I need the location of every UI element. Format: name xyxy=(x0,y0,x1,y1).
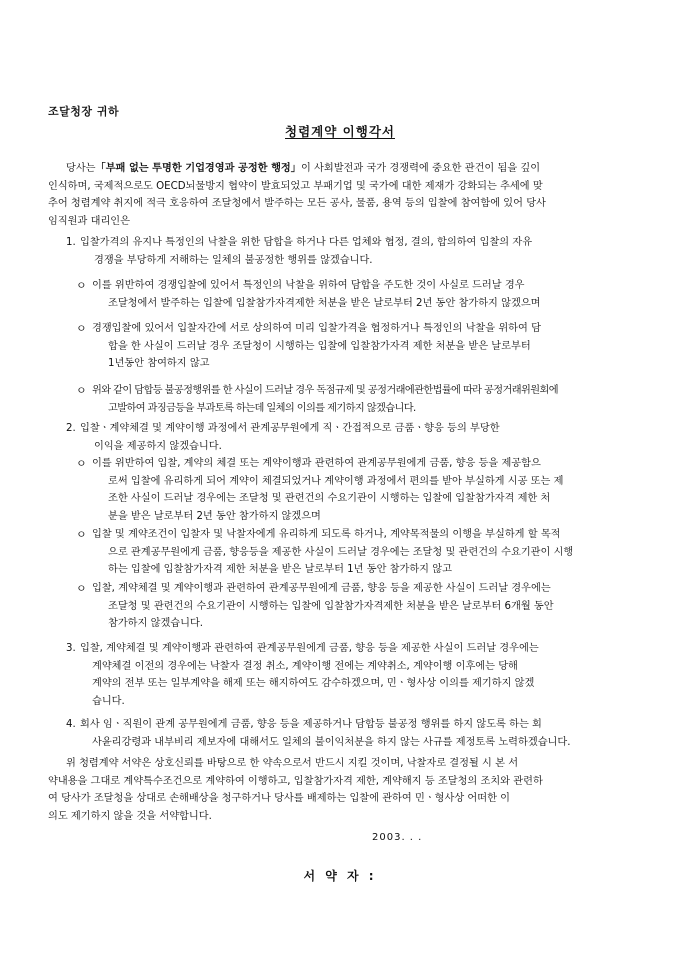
sub-line: 조달청 및 관련건의 수요기관이 시행하는 입찰에 입찰참가자격제한 처분을 받은 날로부터 6개월 동안 xyxy=(108,600,554,612)
intro-line: 인식하며, 국제적으로도 OECD뇌물방지 협약이 발효되었고 부패기업 및 국가에 대한 제재가 강화되는 추세에 맞 xyxy=(48,180,543,192)
item-number: 4. xyxy=(66,719,76,730)
sub-line: 입찰 및 계약조건이 입찰자 및 낙찰자에게 유리하게 되도록 하거나, 계약목적물의 이행을 부실하게 할 목적 xyxy=(92,529,561,540)
bullet-icon: ㅇ xyxy=(76,457,87,470)
item-1-text xyxy=(80,234,656,269)
closing-line: 위 청렴계약 서약은 상호신뢰를 바탕으로 한 약속으로서 반드시 지킬 것이며, 낙찰자로 결정될 시 본 서 xyxy=(66,758,519,769)
signature-label: 서 약 자 : xyxy=(303,869,377,883)
item-2-sub-1 xyxy=(92,455,652,525)
sub-line: 이를 위반하여 경쟁입찰에 있어서 특정인의 낙찰을 위하여 담합을 주도한 것이 사실로 드러날 경우 xyxy=(92,280,525,291)
bullet-icon: ㅇ xyxy=(76,582,87,595)
intro-paragraph xyxy=(48,160,638,230)
sub-line: 합을 한 사실이 드러날 경우 조달청이 시행하는 입찰에 입찰참가자격 제한 처분을 받은 날로부터 xyxy=(108,340,531,352)
closing-paragraph xyxy=(48,755,638,825)
item-1-sub-1 xyxy=(92,277,652,312)
date-line: 2003. . . xyxy=(372,832,423,843)
intro-line: 당사는「부패 없는 투명한 기업경영과 공정한 행정」이 사회발전과 국가 경쟁력에 중요한 관건이 됨을 깊이 xyxy=(66,163,541,174)
closing-line: 여 당사가 조달청을 상대로 손해배상을 청구하거나 당사를 배제하는 입찰에 관하여 민ㆍ형사상 어떠한 이 xyxy=(48,793,511,804)
sub-line: 이를 위반하여 입찰, 계약의 체결 또는 계약이행과 관련하여 관계공무원에게 금품, 향응 등을 제공함으 xyxy=(92,458,541,469)
sub-line: 고발하여 과징금등을 부과토록 하는데 일체의 이의를 제기하지 않겠습니다. xyxy=(108,402,416,414)
item-line: 습니다. xyxy=(92,695,125,707)
sub-line: 참가하지 않겠습니다. xyxy=(108,618,204,629)
intro-line: 추어 청렴계약 취지에 적극 호응하여 조달청에서 발주하는 모든 공사, 물품, 용역 등의 입찰에 참여함에 있어 당사 xyxy=(48,198,546,209)
item-2-text xyxy=(80,420,656,455)
closing-line: 의도 제기하지 않을 것을 서약합니다. xyxy=(48,810,212,822)
item-1-sub-2 xyxy=(92,320,652,373)
sub-line: 조한 사실이 드러날 경우에는 조달청 및 관련건의 수요기관이 시행하는 입찰에 입찰참가자격 제한 처 xyxy=(108,493,551,504)
sub-line: 1년동안 참여하지 않고 xyxy=(108,358,210,369)
sub-line: 하는 입찰에 입찰참가자격 제한 처분을 받은 날로부터 1년 동안 참가하지 않고 xyxy=(108,564,452,575)
item-3-text xyxy=(80,640,656,710)
item-number: 1. xyxy=(66,237,76,248)
item-2-sub-2 xyxy=(92,526,652,579)
item-line: 계약의 전부 또는 일부계약을 해제 또는 해지하여도 감수하겠으며, 민ㆍ형사상 이의를 제기하지 않겠 xyxy=(92,678,535,689)
sub-line: 입찰, 계약체결 및 계약이행과 관련하여 관계공무원에게 금품, 향응 등을 제공한 사실이 드러날 경우에는 xyxy=(92,583,551,594)
item-line: 경쟁을 부당하게 저해하는 일체의 불공정한 행위를 않겠습니다. xyxy=(94,254,373,266)
sub-line: 로써 입찰에 유리하게 되어 계약이 체결되었거나 계약이행 과정에서 편의를 받아 부실하게 시공 또는 제 xyxy=(108,475,564,487)
item-2-sub-3 xyxy=(92,580,652,633)
bullet-icon: ㅇ xyxy=(76,528,87,541)
item-number: 2. xyxy=(66,423,76,434)
item-line: 이익을 제공하지 않겠습니다. xyxy=(94,440,222,452)
item-line: 입찰가격의 유지나 특정인의 낙찰을 위한 담합을 하거나 다른 업체와 협정, 결의, 합의하여 입찰의 자유 xyxy=(80,237,533,248)
item-1-sub-3 xyxy=(92,382,652,417)
sub-line: 경쟁입찰에 있어서 입찰자간에 서로 상의하여 미리 입찰가격을 협정하거나 특정인의 낙찰을 위하여 담 xyxy=(92,323,541,334)
sub-line: 분을 받은 날로부터 2년 동안 참가하지 않겠으며 xyxy=(108,510,321,522)
bullet-icon: ㅇ xyxy=(76,279,87,292)
item-line: 계약체결 이전의 경우에는 낙찰자 결정 취소, 계약이행 전에는 계약취소, 계약이행 이후에는 당해 xyxy=(92,660,518,672)
item-line: 사윤리강령과 내부비리 제보자에 대해서도 일체의 불이익처분을 하지 않는 사규를 제정토록 노력하겠습니다. xyxy=(92,736,571,748)
sub-line: 위와 같이 담합등 불공정행위를 한 사실이 드러날 경우 독점규제 및 공정거래에관한법률에 따라 공정거래위원회에 xyxy=(92,385,558,396)
closing-line: 약내용을 그대로 계약특수조건으로 계약하여 이행하고, 입찰참가자격 제한, 계약해지 등 조달청의 조치와 관련하 xyxy=(48,775,543,787)
item-line: 입찰, 계약체결 및 계약이행과 관련하여 관계공무원에게 금품, 향응 등을 제공한 사실이 드러날 경우에는 xyxy=(80,643,539,654)
addressee: 조달청장 귀하 xyxy=(48,105,120,118)
bullet-icon: ㅇ xyxy=(76,322,87,335)
item-4-text xyxy=(80,716,656,751)
document-title: 청렴계약 이행각서 xyxy=(285,124,395,139)
sub-line: 으로 관계공무원에게 금품, 향응등을 제공한 사실이 드러날 경우에는 조달청 및 관련건의 수요기관이 시행 xyxy=(108,546,574,558)
item-line: 입찰ㆍ계약체결 및 계약이행 과정에서 관계공무원에게 직ㆍ간접적으로 금품ㆍ향응 등의 부당한 xyxy=(80,423,500,434)
item-number: 3. xyxy=(66,643,76,654)
sub-line: 조달청에서 발주하는 입찰에 입찰참가자격제한 처분을 받은 날로부터 2년 동안 참가하지 않겠으며 xyxy=(108,297,541,309)
item-line: 회사 임ㆍ직원이 관계 공무원에게 금품, 향응 등을 제공하거나 담합등 불공정 행위를 하지 않도록 하는 회 xyxy=(80,719,542,730)
intro-line: 임직원과 대리인은 xyxy=(48,215,130,227)
bullet-icon: ㅇ xyxy=(76,384,87,397)
